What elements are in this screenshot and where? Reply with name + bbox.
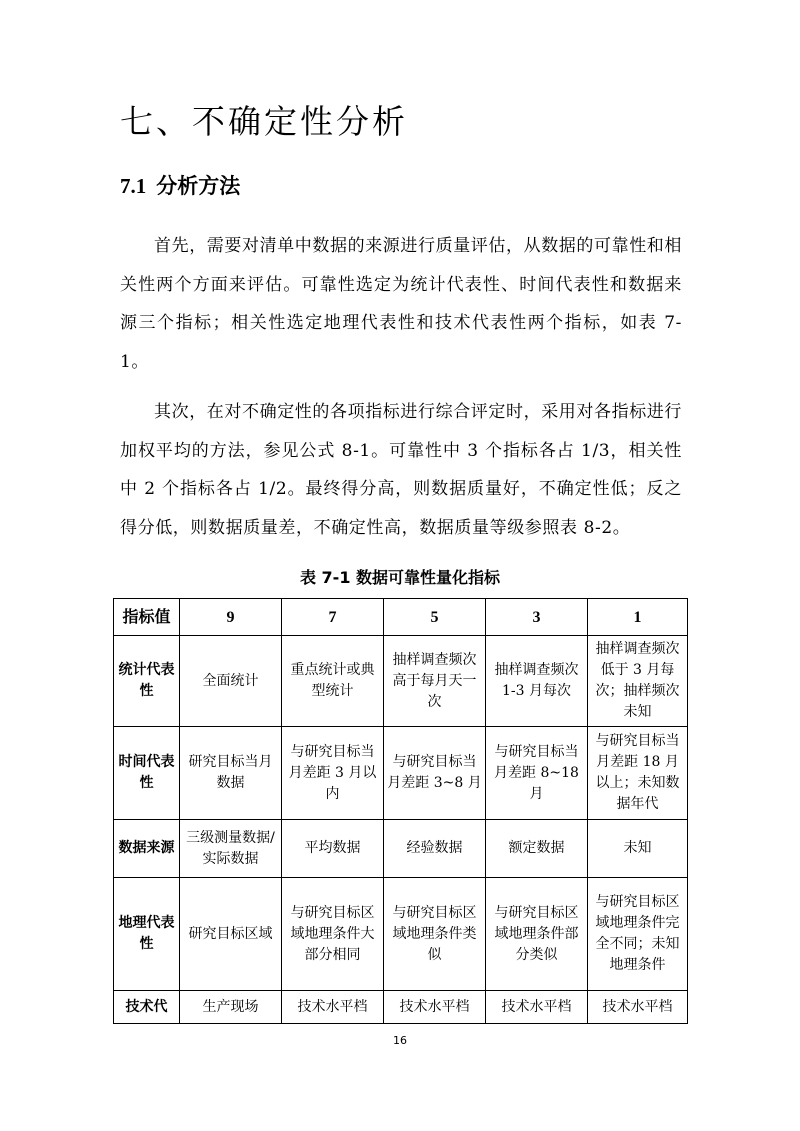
table-cell: 抽样调查频次低于 3 月每次；抽样频次未知 xyxy=(588,636,688,727)
table-cell: 额定数据 xyxy=(486,820,588,878)
table-cell: 研究目标当月数据 xyxy=(180,727,282,820)
paragraph-1: 首先，需要对清单中数据的来源进行质量评估，从数据的可靠性和相关性两个方面来评估。可靠性选定为统计代表性、时间代表性和数据来源三个指标；相关性选定地理代表性和技术代表性两个指标，如表 7-1。 xyxy=(120,236,682,372)
table-cell: 与研究目标区域地理条件完全不同；未知地理条件 xyxy=(588,878,688,991)
chapter-heading: 七、不确定性分析 xyxy=(120,102,408,141)
table-row xyxy=(114,991,688,1024)
row-header-cell: 地理代表性 xyxy=(114,878,180,991)
table-header-cell: 7 xyxy=(282,599,384,636)
table-cell: 与研究目标当月差距 3 月以内 xyxy=(282,727,384,820)
table-cell: 三级测量数据/实际数据 xyxy=(180,820,282,878)
table-header-cell: 9 xyxy=(180,599,282,636)
reliability-indicator-table xyxy=(113,598,688,1024)
table-row xyxy=(114,636,688,727)
table-row xyxy=(114,878,688,991)
table-cell: 技术水平档 xyxy=(486,991,588,1024)
row-header-cell: 统计代表性 xyxy=(114,636,180,727)
table-cell: 未知 xyxy=(588,820,688,878)
table-header-cell: 1 xyxy=(588,599,688,636)
table-cell: 研究目标区域 xyxy=(180,878,282,991)
table-cell: 技术水平档 xyxy=(282,991,384,1024)
page-number: 16 xyxy=(393,1034,407,1047)
table-cell: 抽样调查频次 1-3 月每次 xyxy=(486,636,588,727)
table-cell: 经验数据 xyxy=(384,820,486,878)
table-row xyxy=(114,727,688,820)
table-cell: 生产现场 xyxy=(180,991,282,1024)
table-cell: 与研究目标区域地理条件类似 xyxy=(384,878,486,991)
section-number: 7.1 xyxy=(120,174,147,198)
table-row xyxy=(114,820,688,878)
table-cell: 技术水平档 xyxy=(384,991,486,1024)
table-caption: 表 7-1 数据可靠性量化指标 xyxy=(299,568,501,587)
table-cell: 与研究目标当月差距 3~8 月 xyxy=(384,727,486,820)
table-cell: 抽样调查频次高于每月天一次 xyxy=(384,636,486,727)
table-cell: 重点统计或典型统计 xyxy=(282,636,384,727)
table-header-row xyxy=(114,599,688,636)
table-cell: 与研究目标当月差距 18 月以上；未知数据年代 xyxy=(588,727,688,820)
paragraph-2: 其次，在对不确定性的各项指标进行综合评定时，采用对各指标进行加权平均的方法，参见公式 8-1。可靠性中 3 个指标各占 1/3，相关性中 2 个指标各占 1/2。最终得分高，则数据质量好，不确定性低；反之得分低，则数据质量差，不确定性高，数据质量等级参照表 8-2。 xyxy=(120,402,682,538)
section-title: 分析方法 xyxy=(156,174,241,198)
row-header-cell: 技术代 xyxy=(114,991,180,1024)
table-header-cell: 5 xyxy=(384,599,486,636)
table-cell: 平均数据 xyxy=(282,820,384,878)
table-cell: 全面统计 xyxy=(180,636,282,727)
row-header-cell: 数据来源 xyxy=(114,820,180,878)
section-heading xyxy=(120,170,240,200)
table-cell: 与研究目标当月差距 8~18 月 xyxy=(486,727,588,820)
table-cell: 技术水平档 xyxy=(588,991,688,1024)
table-cell: 与研究目标区域地理条件大部分相同 xyxy=(282,878,384,991)
table-header-cell: 3 xyxy=(486,599,588,636)
table-header-cell: 指标值 xyxy=(114,599,180,636)
row-header-cell: 时间代表性 xyxy=(114,727,180,820)
table-cell: 与研究目标区域地理条件部分类似 xyxy=(486,878,588,991)
